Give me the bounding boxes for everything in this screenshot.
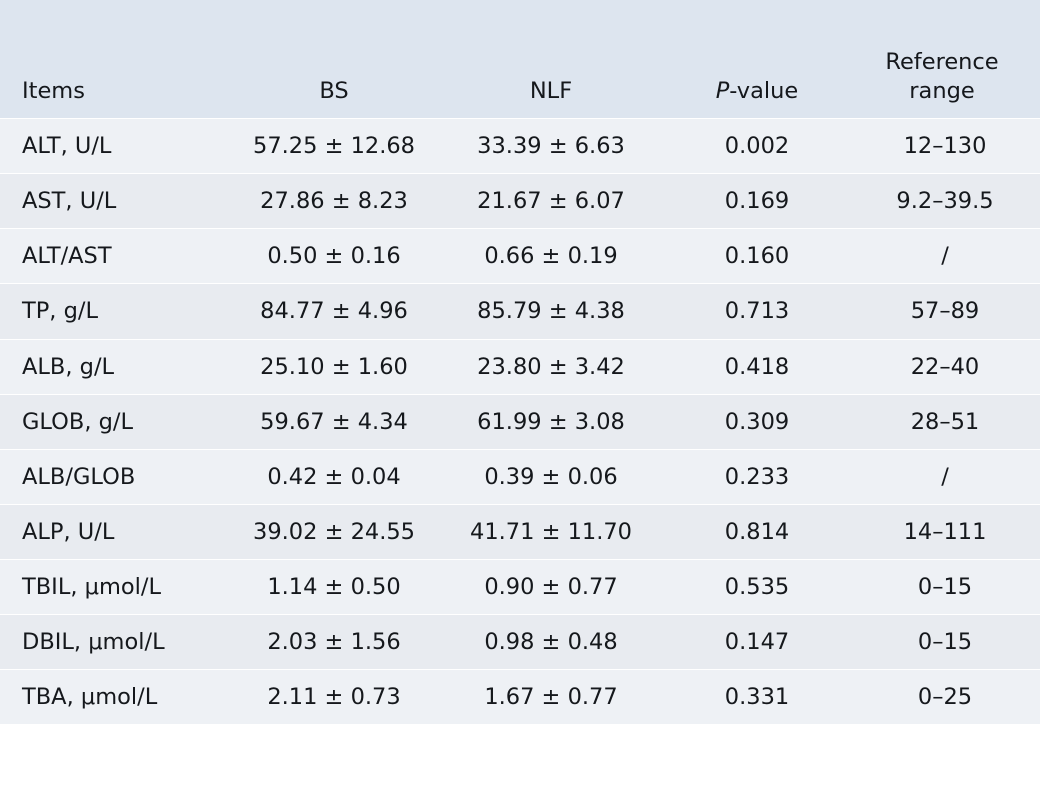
cell-item: DBIL, μmol/L (0, 615, 228, 670)
cell-reference-range: 0–15 (852, 560, 1040, 615)
p-value-italic: P (715, 78, 730, 105)
cell-item: TP, g/L (0, 284, 228, 339)
cell-nlf: 61.99 ± 3.08 (440, 394, 662, 449)
column-header-items: Items (0, 0, 228, 119)
cell-bs: 25.10 ± 1.60 (228, 339, 440, 394)
cell-reference-range: / (852, 449, 1040, 504)
table-row (0, 394, 1040, 449)
cell-bs: 39.02 ± 24.55 (228, 504, 440, 559)
reference-range-line-2: range (909, 78, 975, 105)
cell-item: TBIL, μmol/L (0, 560, 228, 615)
cell-nlf: 0.39 ± 0.06 (440, 449, 662, 504)
cell-p-value: 0.535 (662, 560, 852, 615)
cell-reference-range: 9.2–39.5 (852, 174, 1040, 229)
cell-item: ALP, U/L (0, 504, 228, 559)
column-header-reference-range (852, 0, 1040, 119)
table-row (0, 504, 1040, 559)
cell-bs: 2.03 ± 1.56 (228, 615, 440, 670)
cell-item: TBA, μmol/L (0, 670, 228, 725)
cell-reference-range: 28–51 (852, 394, 1040, 449)
cell-p-value: 0.309 (662, 394, 852, 449)
table-header (0, 0, 1040, 119)
table-body (0, 119, 1040, 725)
cell-bs: 57.25 ± 12.68 (228, 119, 440, 174)
cell-nlf: 23.80 ± 3.42 (440, 339, 662, 394)
cell-nlf: 1.67 ± 0.77 (440, 670, 662, 725)
table-row (0, 119, 1040, 174)
p-value-suffix: -value (729, 78, 799, 105)
table-row (0, 670, 1040, 725)
cell-reference-range: 12–130 (852, 119, 1040, 174)
cell-p-value: 0.331 (662, 670, 852, 725)
cell-p-value: 0.233 (662, 449, 852, 504)
cell-reference-range: 0–25 (852, 670, 1040, 725)
column-header-p-value (662, 0, 852, 119)
cell-nlf: 85.79 ± 4.38 (440, 284, 662, 339)
cell-reference-range: 57–89 (852, 284, 1040, 339)
cell-bs: 27.86 ± 8.23 (228, 174, 440, 229)
cell-nlf: 0.98 ± 0.48 (440, 615, 662, 670)
cell-reference-range: 22–40 (852, 339, 1040, 394)
cell-nlf: 0.66 ± 0.19 (440, 229, 662, 284)
column-header-nlf: NLF (440, 0, 662, 119)
cell-bs: 84.77 ± 4.96 (228, 284, 440, 339)
cell-item: ALB/GLOB (0, 449, 228, 504)
cell-item: ALB, g/L (0, 339, 228, 394)
table-row (0, 560, 1040, 615)
cell-bs: 59.67 ± 4.34 (228, 394, 440, 449)
cell-bs: 0.42 ± 0.04 (228, 449, 440, 504)
cell-nlf: 33.39 ± 6.63 (440, 119, 662, 174)
cell-p-value: 0.160 (662, 229, 852, 284)
table-row (0, 339, 1040, 394)
cell-p-value: 0.147 (662, 615, 852, 670)
cell-nlf: 21.67 ± 6.07 (440, 174, 662, 229)
cell-item: GLOB, g/L (0, 394, 228, 449)
table-row (0, 229, 1040, 284)
cell-item: ALT/AST (0, 229, 228, 284)
cell-nlf: 41.71 ± 11.70 (440, 504, 662, 559)
cell-item: ALT, U/L (0, 119, 228, 174)
reference-range-line-1: Reference (885, 49, 999, 76)
cell-p-value: 0.002 (662, 119, 852, 174)
cell-reference-range: / (852, 229, 1040, 284)
cell-bs: 2.11 ± 0.73 (228, 670, 440, 725)
table-row (0, 615, 1040, 670)
table-row (0, 284, 1040, 339)
cell-p-value: 0.713 (662, 284, 852, 339)
cell-bs: 1.14 ± 0.50 (228, 560, 440, 615)
cell-nlf: 0.90 ± 0.77 (440, 560, 662, 615)
cell-reference-range: 14–111 (852, 504, 1040, 559)
cell-p-value: 0.418 (662, 339, 852, 394)
cell-bs: 0.50 ± 0.16 (228, 229, 440, 284)
column-header-bs: BS (228, 0, 440, 119)
cell-p-value: 0.169 (662, 174, 852, 229)
cell-item: AST, U/L (0, 174, 228, 229)
table-row (0, 174, 1040, 229)
table-row (0, 449, 1040, 504)
cell-p-value: 0.814 (662, 504, 852, 559)
cell-reference-range: 0–15 (852, 615, 1040, 670)
